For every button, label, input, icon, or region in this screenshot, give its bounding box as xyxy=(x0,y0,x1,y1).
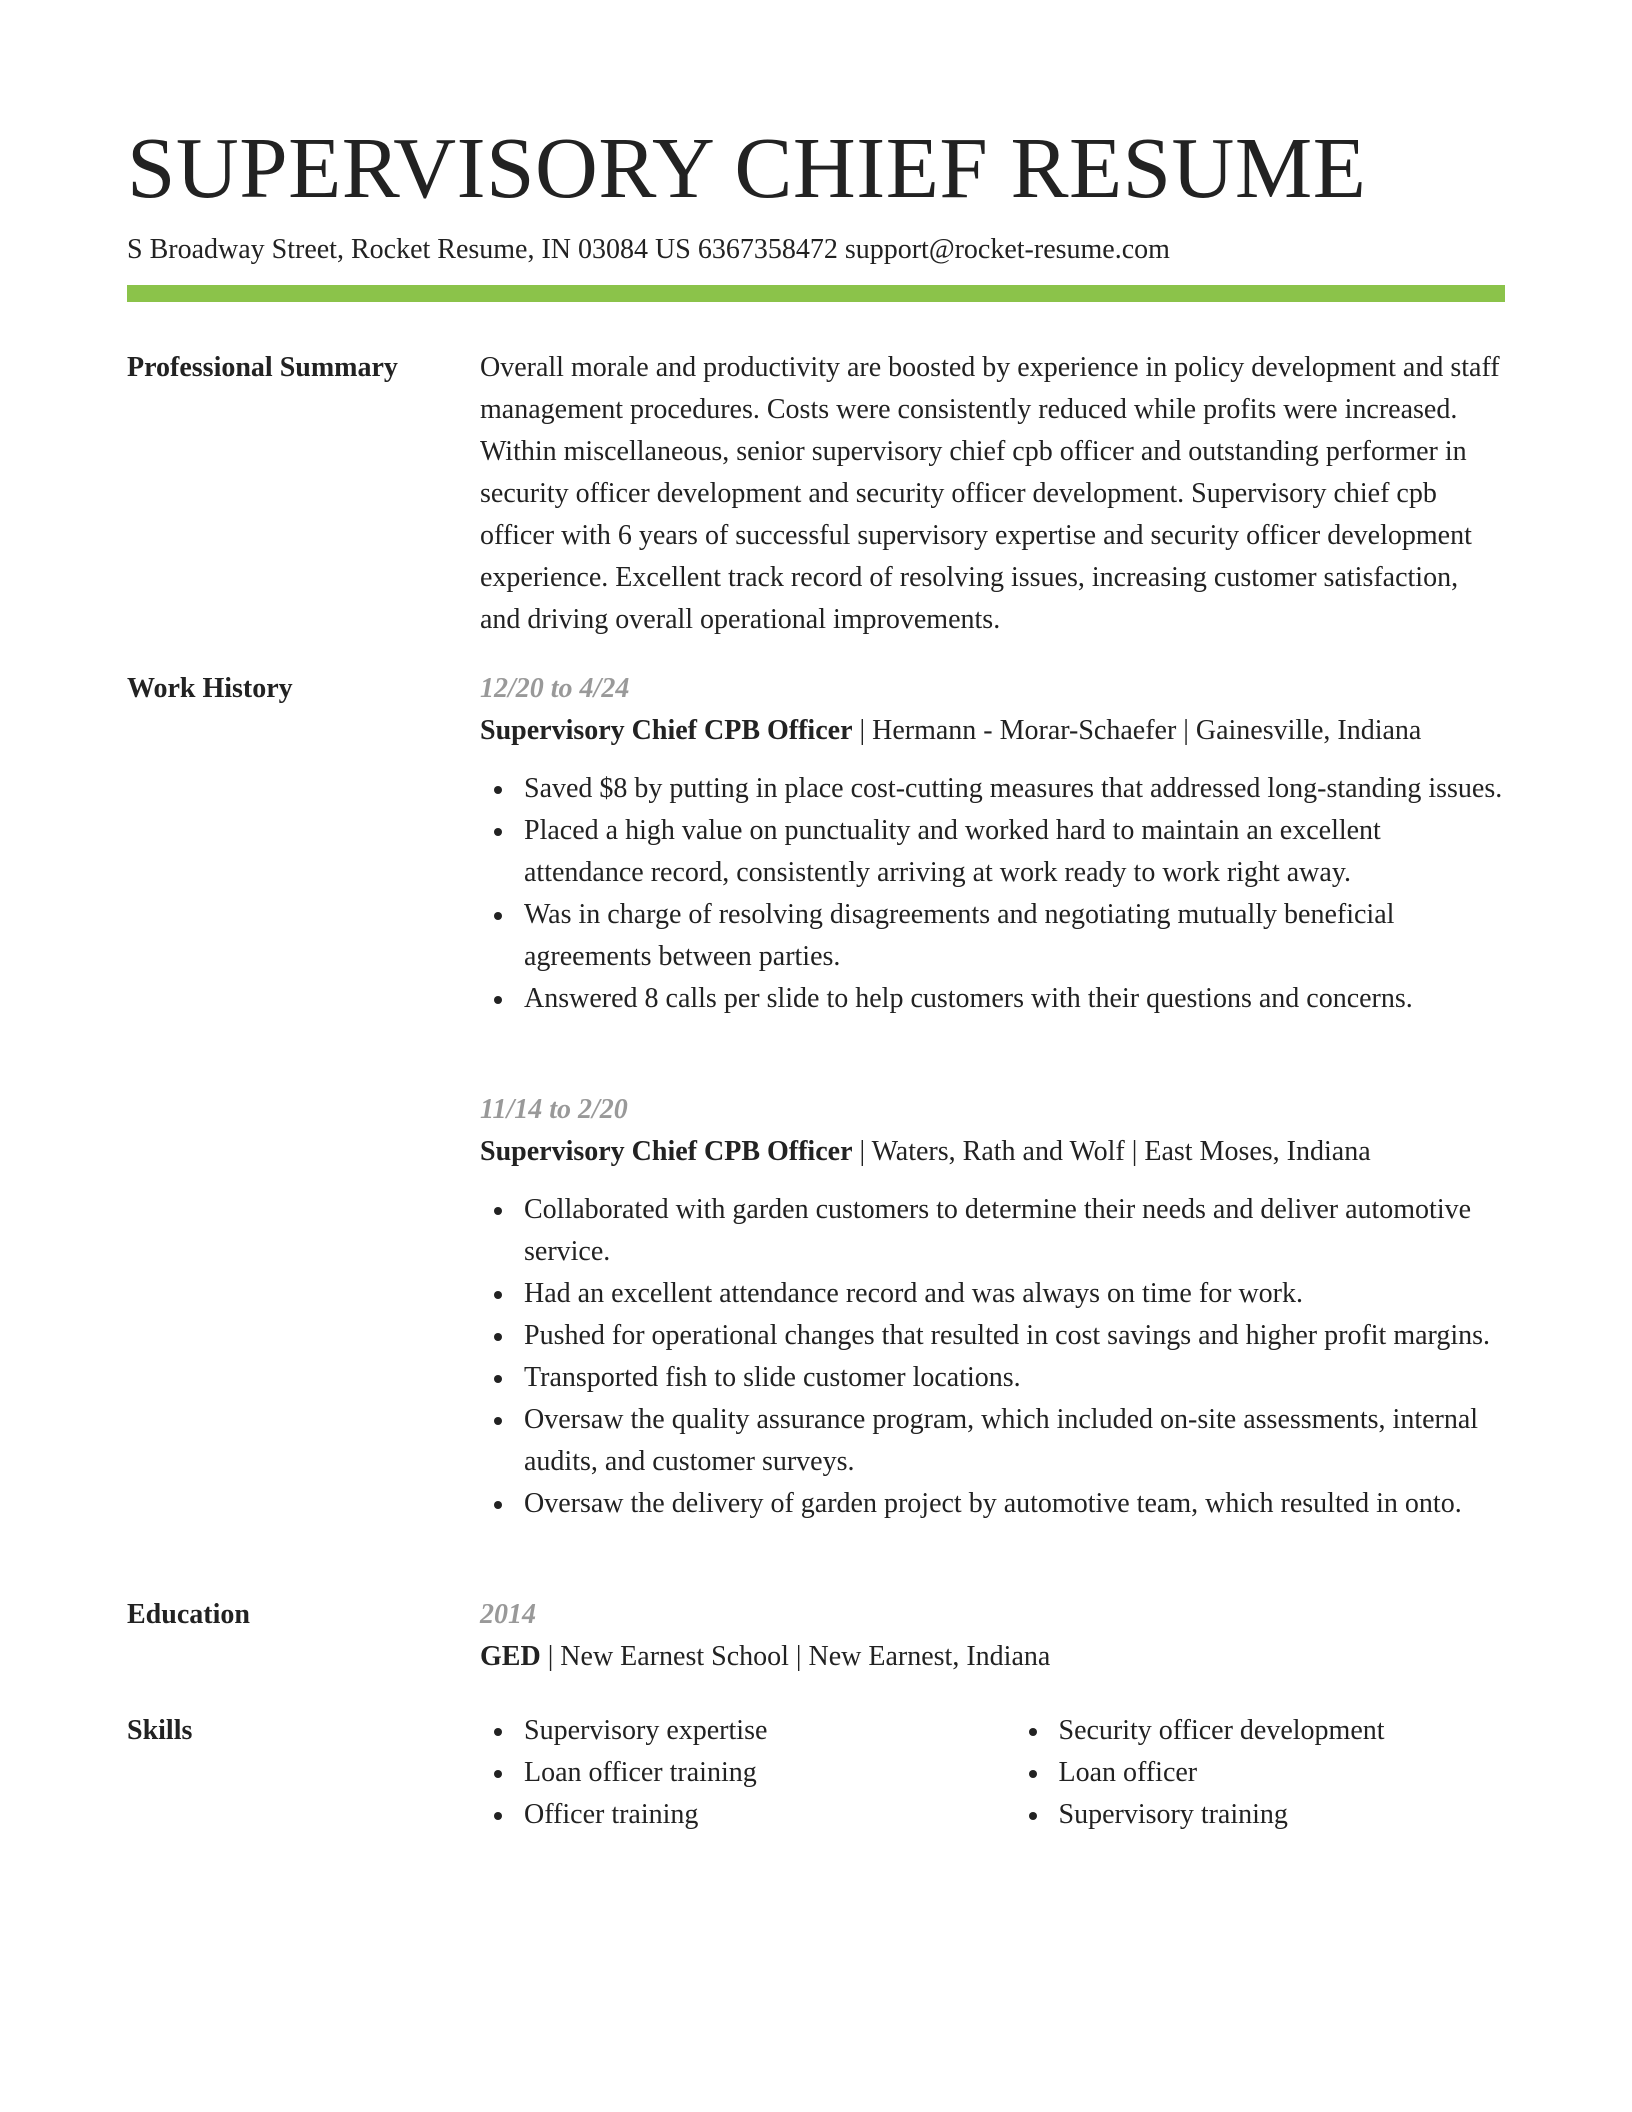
job-heading xyxy=(480,710,1505,752)
contact-line: S Broadway Street, Rocket Resume, IN 03084 US 6367358472 support@rocket-resume.com xyxy=(127,234,1170,265)
list-item: Saved $8 by putting in place cost-cutting measures that addressed long-standing issues. xyxy=(524,768,1505,810)
skills-columns xyxy=(480,1710,1505,1836)
list-item: Transported fish to slide customer locations. xyxy=(524,1357,1505,1399)
job-bullets xyxy=(480,1189,1505,1525)
job-entry xyxy=(480,668,1505,1020)
list-item: Supervisory expertise xyxy=(524,1710,971,1752)
summary-label: Professional Summary xyxy=(127,352,398,383)
header-divider xyxy=(127,285,1505,302)
list-item: Security officer development xyxy=(1059,1710,1506,1752)
list-item: Collaborated with garden customers to determine their needs and deliver automotive service. xyxy=(524,1189,1505,1273)
list-item: Oversaw the quality assurance program, which included on-site assessments, internal audits, and customer surveys. xyxy=(524,1399,1505,1483)
list-item: Loan officer xyxy=(1059,1752,1506,1794)
job-entry xyxy=(480,1089,1505,1525)
job-title: Supervisory Chief CPB Officer xyxy=(480,1136,853,1167)
list-item: Was in charge of resolving disagreements and negotiating mutually beneficial agreements between parties. xyxy=(524,894,1505,978)
job-dates: 12/20 to 4/24 xyxy=(480,673,630,704)
job-dates: 11/14 to 2/20 xyxy=(480,1094,628,1125)
skills-label: Skills xyxy=(127,1715,193,1746)
skills-body xyxy=(480,1710,1505,1836)
job-bullets xyxy=(480,768,1505,1020)
list-item: Had an excellent attendance record and was always on time for work. xyxy=(524,1273,1505,1315)
list-item: Placed a high value on punctuality and worked hard to maintain an excellent attendance record, consistently arriving at work ready to work right away. xyxy=(524,810,1505,894)
summary-text: Overall morale and productivity are boosted by experience in policy development and staff management procedures. Costs were consistently reduced while profits were increased. Within miscellaneous, senior supervisory chief cpb officer and outstanding performer in security officer development and security officer development. Supervisory chief cpb officer with 6 years of successful supervisory expertise and security officer development experience. Excellent track record of resolving issues, increasing customer satisfaction, and driving overall operational improvements. xyxy=(480,352,1500,635)
resume-title: SUPERVISORY CHIEF RESUME xyxy=(127,119,1367,216)
education-label: Education xyxy=(127,1599,250,1630)
list-item: Pushed for operational changes that resulted in cost savings and higher profit margins. xyxy=(524,1315,1505,1357)
job-title: Supervisory Chief CPB Officer xyxy=(480,715,853,746)
education-year: 2014 xyxy=(480,1599,536,1630)
list-item: Officer training xyxy=(524,1794,971,1836)
list-item: Oversaw the delivery of garden project by automotive team, which resulted in onto. xyxy=(524,1483,1505,1525)
job-heading xyxy=(480,1131,1505,1173)
job-details: | Hermann - Morar-Schaefer | Gainesville, Indiana xyxy=(852,715,1422,746)
work-history-label: Work History xyxy=(127,673,293,704)
education-degree: GED xyxy=(480,1641,541,1672)
skills-list-left xyxy=(480,1710,971,1836)
summary-body xyxy=(480,347,1505,641)
education-heading xyxy=(480,1636,1505,1678)
education-body xyxy=(480,1594,1505,1678)
job-details: | Waters, Rath and Wolf | East Moses, Indiana xyxy=(852,1136,1371,1167)
education-details: | New Earnest School | New Earnest, Indiana xyxy=(540,1641,1051,1672)
list-item: Answered 8 calls per slide to help customers with their questions and concerns. xyxy=(524,978,1505,1020)
list-item: Loan officer training xyxy=(524,1752,971,1794)
list-item: Supervisory training xyxy=(1059,1794,1506,1836)
skills-list-right xyxy=(1015,1710,1506,1836)
